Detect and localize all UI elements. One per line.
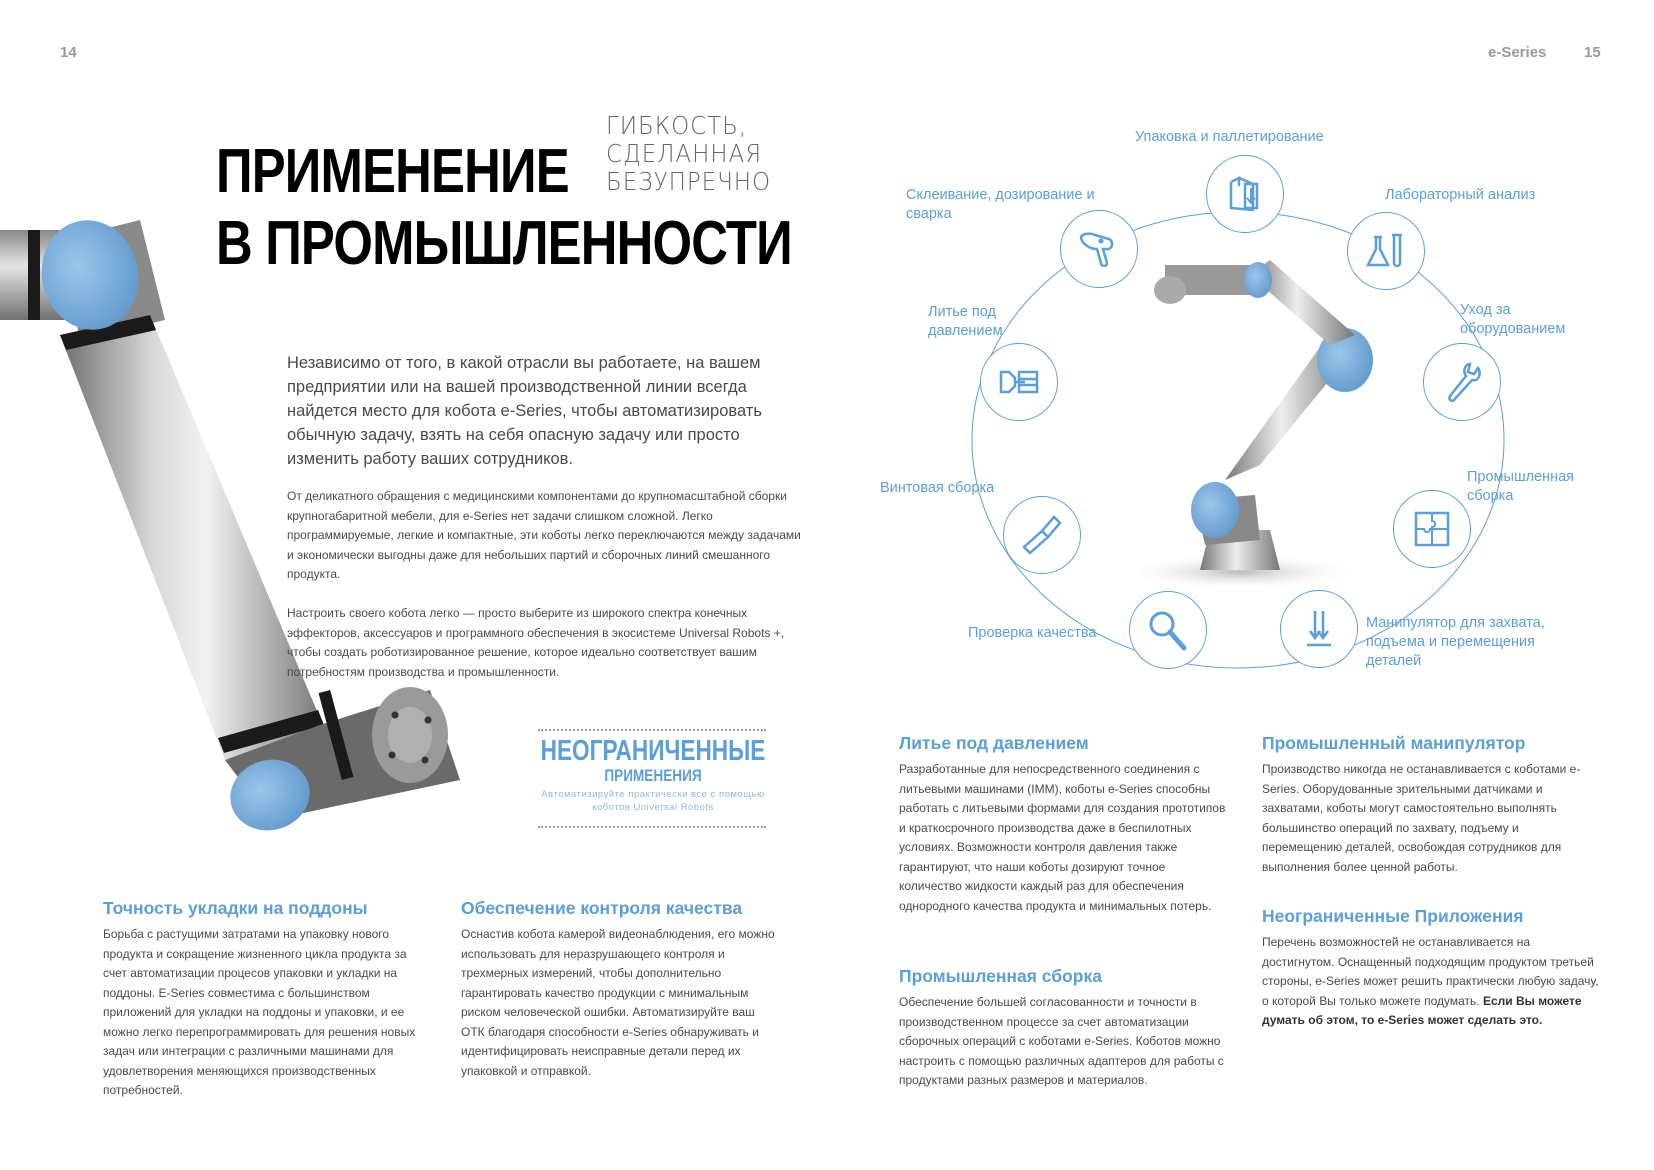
section-body-text: Перечень возможностей не останавливается на достигнутом. Оснащенный подходящим продуктом третьей стороны, e-Series может решить практически любую задачу, о которой Вы только можете подумать. bbox=[1262, 935, 1599, 1008]
section-industrial-assembly bbox=[899, 966, 1229, 1091]
wheel-item-lab-analysis[interactable] bbox=[1347, 212, 1425, 290]
wheel-label-lab-analysis: Лабораторный анализ bbox=[1385, 187, 1536, 203]
wheel-label-quality-inspection: Проверка качества bbox=[968, 625, 1097, 641]
wheel-item-machine-tending[interactable] bbox=[1423, 343, 1501, 421]
section-quality-control bbox=[461, 898, 781, 1081]
title-line-2: В ПРОМЫШЛЕННОСТИ bbox=[216, 209, 792, 278]
title-line-1: ПРИМЕНЕНИЕ bbox=[216, 137, 569, 206]
promo-title: НЕОГРАНИЧЕННЫЕ bbox=[540, 735, 766, 767]
section-heading: Литье под давлением bbox=[899, 733, 1089, 753]
glue-gun-icon bbox=[1077, 227, 1121, 271]
section-palletizing bbox=[103, 898, 423, 1101]
series-label: e-Series bbox=[1488, 44, 1547, 61]
puzzle-icon bbox=[1410, 507, 1454, 551]
section-body: Обеспечение большей согласованности и точности в производственном процессе за счет автоматизации сборочных операций с коботами e-Series. Коботов можно настроить с помощью различных адаптеров для работы с продуктами разных размеров и материалов. bbox=[899, 995, 1224, 1087]
wheel-item-screw-assembly[interactable] bbox=[1003, 496, 1081, 574]
subtitle-line-2: СДЕЛАННАЯ bbox=[606, 139, 763, 168]
box-down-arrow-icon bbox=[1223, 172, 1267, 216]
wheel-label-gluing-welding: Склеивание, дозирование и сварка bbox=[906, 187, 1095, 222]
wheel-label-screw-assembly: Винтовая сборка bbox=[880, 480, 995, 496]
section-injection-molding bbox=[899, 733, 1229, 916]
wheel-label-packaging: Упаковка и паллетирование bbox=[1135, 129, 1324, 145]
screwdriver-icon bbox=[1020, 513, 1064, 557]
section-industrial-manipulator bbox=[1262, 733, 1602, 877]
promo-subtitle: ПРИМЕНЕНИЯ bbox=[604, 766, 702, 785]
center-robot-image bbox=[1140, 250, 1400, 590]
section-unlimited-applications bbox=[1262, 906, 1602, 1031]
section-body bbox=[1262, 933, 1602, 1031]
wheel-item-packaging[interactable] bbox=[1206, 155, 1284, 233]
wheel-item-pick-and-place[interactable] bbox=[1280, 590, 1358, 668]
promo-caption: Автоматизируйте практически все с помощью коботов Universal Robots bbox=[541, 789, 765, 813]
intro-paragraph-1: От деликатного обращения с медицинскими компонентами до крупномасштабной сборки крупногабаритной мебели, для e-Series нет задачи слишком сложной. Легко программируемые, легкие и компактные, эти коботы легко переключаются между задачами и экономически выгодны даже для небольших партий и сборочных линий смешанного продукта. bbox=[287, 489, 801, 581]
subtitle-line-1: ГИБКОСТЬ, bbox=[606, 111, 748, 140]
section-body: Разработанные для непосредственного соединения с литьевыми машинами (IMM), коботы e-Series способны работать с литьевыми формами для создания прототипов и краткосрочного производства даже в беспилотных условиях. Возможности контроля давления также гарантируют, что наши коботы дозируют точное количество жидкости каждый раз для обеспечения однородного качества продукта и минимальных потерь. bbox=[899, 762, 1226, 913]
section-heading: Точность укладки на поддоны bbox=[103, 898, 368, 918]
wheel-item-injection-molding[interactable] bbox=[980, 343, 1058, 421]
page-number-right: 15 bbox=[1584, 44, 1601, 61]
section-body: Производство никогда не останавливается с коботами e-Series. Оборудованные зрительными датчиками и захватами, коботы могут самостоятельно выполнять большинство операций по захвату, подъему и перемещению деталей, освобождая сотрудников для выполнения более ценной работы. bbox=[1262, 762, 1581, 874]
promo-divider-bottom bbox=[538, 826, 766, 828]
wheel-label-pick-and-place: Манипулятор для захвата, подъема и перемещения деталей bbox=[1366, 615, 1545, 669]
intro-paragraph-2: Настроить своего кобота легко — просто выберите из широкого спектра конечных эффекторов, аксессуаров и программного обеспечения в экосистеме Universal Robots +, чтобы создать роботизированное решение, которое идеально соответствует вашим потребностям производства и промышленности. bbox=[287, 606, 785, 679]
intro-lead: Независимо от того, в какой отрасли вы работаете, на вашем предприятии или на вашей производственной линии всегда найдется место для кобота e-Series, чтобы автоматизировать обычную задачу, взять на себя опасную задачу или просто изменить работу ваших сотрудников. bbox=[287, 354, 762, 468]
flask-test-tube-icon bbox=[1364, 229, 1408, 273]
wheel-label-assembly: Промышленная сборка bbox=[1467, 469, 1575, 504]
page-number-left: 14 bbox=[60, 44, 77, 61]
section-heading: Неограниченные Приложения bbox=[1262, 906, 1524, 926]
promo-block bbox=[538, 729, 768, 828]
subtitle-line-3: БЕЗУПРЕЧНО bbox=[606, 167, 772, 196]
section-body-bold: Если Вы можете думать об этом, то e-Series может сделать это. bbox=[1262, 993, 1582, 1027]
wheel-label-machine-tending: Уход за оборудованием bbox=[1460, 302, 1566, 337]
subtitle bbox=[606, 112, 771, 196]
section-body: Оснастив кобота камерой видеонаблюдения, его можно использовать для неразрушающего контроля и трехмерных измерений, чтобы дополнительно гарантировать качество продукции с минимальным риском человеческой ошибки. Автоматизируйте ваш ОТК благодаря способности e-Series обнаруживать и идентифицировать неисправные детали перед их упаковкой и отправкой. bbox=[461, 927, 775, 1078]
magnifier-icon bbox=[1146, 608, 1190, 652]
section-heading: Промышленная сборка bbox=[899, 966, 1102, 986]
down-arrows-icon bbox=[1297, 607, 1341, 651]
wheel-item-quality-inspection[interactable] bbox=[1129, 591, 1207, 669]
wheel-label-injection-molding: Литье под давлением bbox=[928, 304, 1003, 339]
wheel-item-assembly[interactable] bbox=[1393, 490, 1471, 568]
wrench-icon bbox=[1440, 360, 1484, 404]
injection-mold-icon bbox=[997, 360, 1041, 404]
section-body: Борьба с растущими затратами на упаковку нового продукта и сокращение жизненного цикла продукта за счет автоматизации процесов упаковки и укладки на поддоны. E-Series совместима с большинством приложений для укладки на поддоны и упаковки, и ее можно легко перепрограммировать для решения новых задач или интеграции с различными машинами для удовлетворения меняющихся производственных потребностей. bbox=[103, 927, 416, 1097]
section-heading: Промышленный манипулятор bbox=[1262, 733, 1526, 753]
promo-divider-top bbox=[538, 729, 766, 731]
section-heading: Обеспечение контроля качества bbox=[461, 898, 743, 918]
